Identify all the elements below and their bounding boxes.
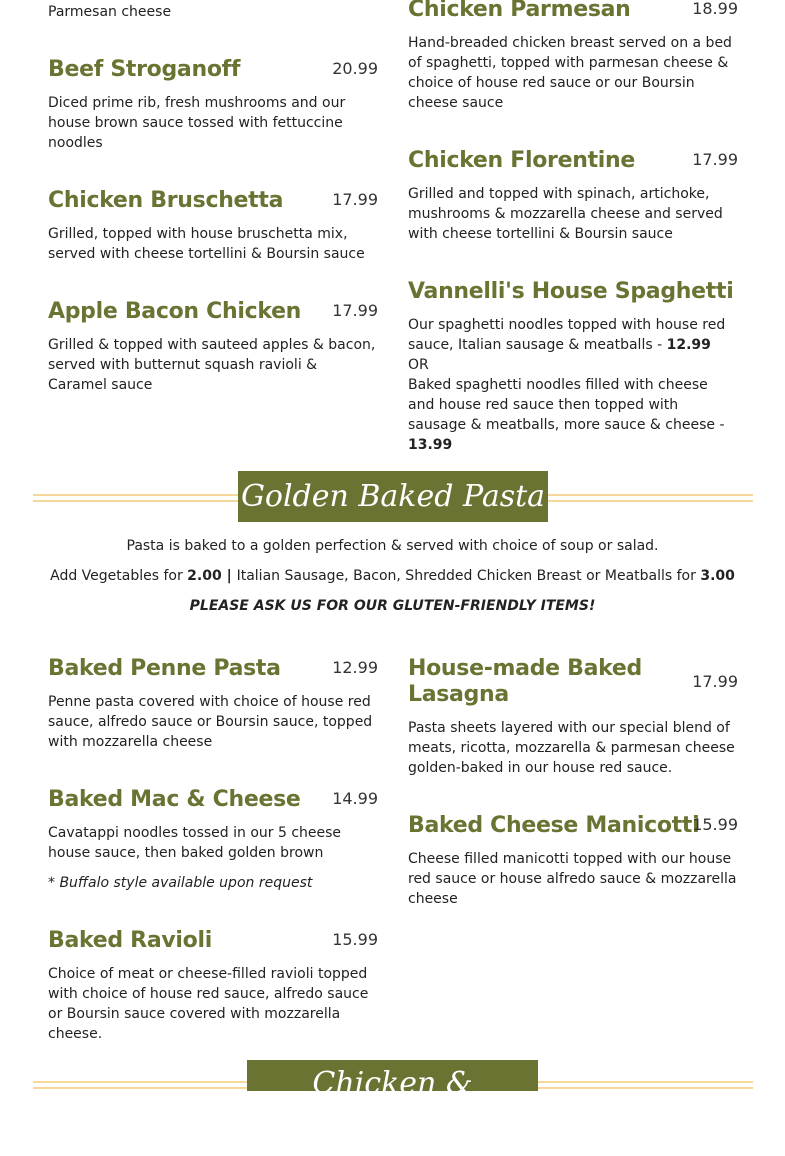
or-separator: OR (408, 357, 429, 373)
section-title: Golden Baked Pasta (238, 471, 548, 522)
item-description: Cavatappi noodles tossed in our 5 cheese house sauce, then baked golden brown (48, 825, 342, 861)
item-name: Baked Cheese Manicotti (408, 813, 700, 838)
item-name: Beef Stroganoff (48, 57, 241, 82)
item-description (408, 315, 738, 355)
option-b-price: 13.99 (408, 437, 453, 453)
item-description: Grilled and topped with spinach, artichoke, mushrooms & mozzarella cheese and served with cheese tortellini & Boursin sauce (408, 186, 723, 242)
item-price: 17.99 (692, 150, 738, 169)
menu-item-house-made-baked-lasagna (408, 656, 738, 782)
item-description (408, 375, 738, 455)
item-description: Penne pasta covered with choice of house red sauce, alfredo sauce or Boursin sauce, topped with mozzarella cheese (48, 694, 373, 750)
addon-meats-text: Italian Sausage, Bacon, Shredded Chicken Breast or Meatballs for (236, 568, 701, 584)
item-name (408, 656, 642, 708)
item-name: Chicken Florentine (408, 148, 636, 173)
item-price: 20.99 (332, 59, 378, 78)
item-description: Choice of meat or cheese-filled ravioli topped with choice of house red sauce, alfredo sauce or Boursin sauce covered with mozzarella cheese. (48, 966, 369, 1042)
item-name: Baked Penne Pasta (48, 656, 281, 681)
menu-item-beef-stroganoff (48, 57, 378, 157)
item-name-line1: House-made Baked (408, 656, 642, 681)
item-name: Chicken Parmesan (408, 0, 631, 22)
menu-item-chicken-parmesan (408, 0, 738, 117)
menu-item-baked-ravioli (48, 928, 378, 1042)
menu-item-chicken-bruschetta (48, 188, 378, 268)
item-description: Diced prime rib, fresh mushrooms and our house brown sauce tossed with fettuccine noodles (48, 95, 346, 151)
item-price: 12.99 (332, 658, 378, 677)
item-description: Grilled & topped with sauteed apples & bacon, served with butternut squash ravioli & Caramel sauce (48, 337, 376, 393)
item-description: Cheese filled manicotti topped with our house red sauce or house alfredo sauce & mozzarella cheese (408, 851, 737, 907)
item-name: Baked Mac & Cheese (48, 787, 301, 812)
addon-vegetables-text: Add Vegetables for (50, 568, 188, 584)
gluten-friendly-notice: PLEASE ASK US FOR OUR GLUTEN-FRIENDLY ITEMS! (189, 598, 596, 614)
section-addons (0, 566, 785, 586)
item-note: * Buffalo style available upon request (48, 875, 313, 891)
menu-item-apple-bacon-chicken (48, 299, 378, 399)
item-price: 17.99 (332, 190, 378, 209)
item-price: 17.99 (692, 672, 738, 691)
menu-item-baked-penne-pasta (48, 656, 378, 756)
item-name: Baked Ravioli (48, 928, 212, 953)
item-name-line2: Lasagna (408, 682, 509, 707)
item-price: 15.99 (692, 815, 738, 834)
item-description: Hand-breaded chicken breast served on a bed of spaghetti, topped with parmesan cheese & choice of house red sauce or our Boursin cheese sauce (408, 35, 732, 111)
section-intro: Pasta is baked to a golden perfection & served with choice of soup or salad. (126, 538, 659, 554)
option-a-price: 12.99 (666, 337, 711, 353)
item-name: Chicken Bruschetta (48, 188, 284, 213)
menu-item-baked-mac-cheese (48, 787, 378, 897)
item-price: 18.99 (692, 0, 738, 18)
addon-meats-price: 3.00 (700, 568, 735, 584)
option-a-text: Our spaghetti noodles topped with house red sauce, Italian sausage & meatballs - (408, 317, 726, 353)
item-description: Pasta sheets layered with our special blend of meats, ricotta, mozzarella & parmesan cheese golden-baked in our house red sauce. (408, 720, 735, 776)
menu-item-chicken-florentine (408, 148, 738, 248)
menu-item-continued (48, 2, 378, 22)
item-description: Grilled, topped with house bruschetta mix, served with cheese tortellini & Boursin sauce (48, 226, 365, 262)
item-price: 14.99 (332, 789, 378, 808)
menu-item-vannellis-house-spaghetti (408, 279, 738, 453)
addon-vegetables-price: 2.00 (187, 568, 222, 584)
item-price: 15.99 (332, 930, 378, 949)
item-description: Parmesan cheese (48, 4, 172, 20)
item-price: 17.99 (332, 301, 378, 320)
item-name: Apple Bacon Chicken (48, 299, 302, 324)
menu-item-baked-cheese-manicotti (408, 813, 738, 913)
item-name: Vannelli's House Spaghetti (408, 279, 734, 304)
section-title: Chicken & Burgers (247, 1060, 538, 1091)
addon-separator: | (221, 568, 237, 584)
option-b-text: Baked spaghetti noodles filled with cheese and house red sauce then topped with sausage & meatballs, more sauce & cheese - (408, 377, 725, 433)
